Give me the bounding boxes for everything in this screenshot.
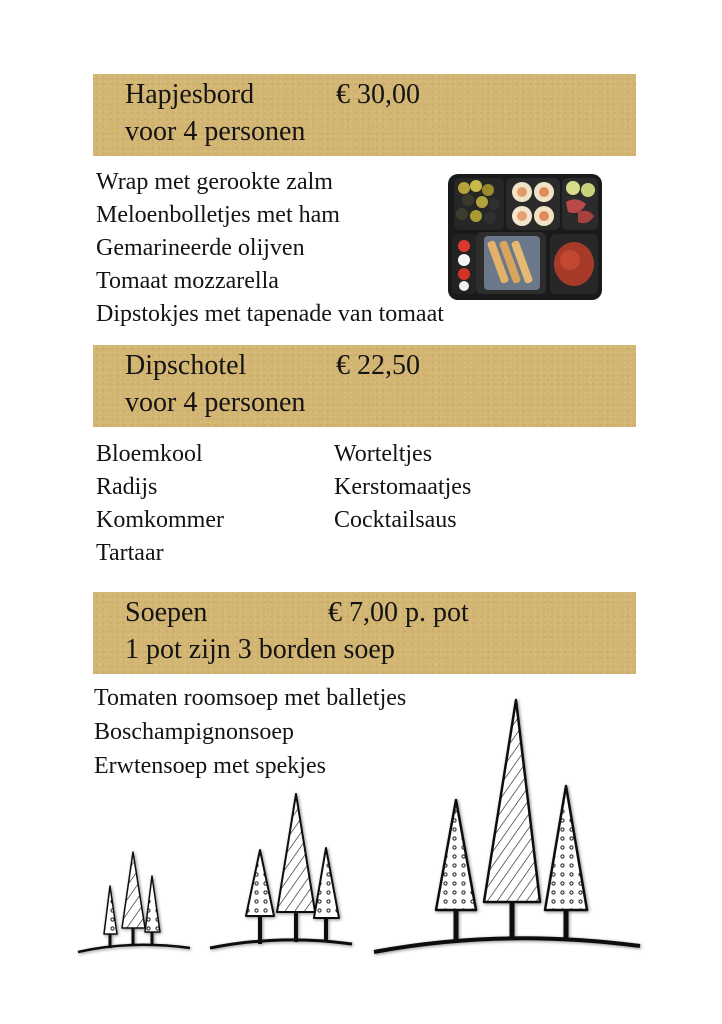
list-item: Boschampignonsoep: [94, 719, 294, 745]
section-subtitle: voor 4 personen: [125, 116, 306, 147]
list-item: Erwtensoep met spekjes: [94, 753, 326, 779]
list-item: Gemarineerde olijven: [96, 235, 305, 261]
list-item: Komkommer: [96, 507, 224, 533]
list-item: Wrap met gerookte zalm: [96, 169, 333, 195]
tree-group-small: [78, 852, 190, 952]
list-item: Worteltjes: [334, 441, 433, 467]
section-price: € 7,00 p. pot: [328, 597, 469, 628]
tapenade-compartment: [550, 234, 598, 294]
section-subtitle: voor 4 personen: [125, 387, 306, 418]
section-subtitle: 1 pot zijn 3 borden soep: [125, 634, 395, 665]
tree-group-large: [374, 700, 640, 952]
section-title: Dipschotel: [125, 350, 247, 381]
list-item: Tomaten roomsoep met balletjes: [94, 685, 407, 711]
section-banner-soepen: [93, 592, 636, 674]
list-item: Bloemkool: [96, 441, 203, 467]
list-item: Dipstokjes met tapenade van tomaat: [96, 301, 444, 327]
section-price: € 22,50: [336, 350, 420, 381]
list-item: Tartaar: [96, 540, 164, 566]
section-title: Hapjesbord: [125, 79, 255, 110]
section-banner-hapjesbord: [93, 74, 636, 156]
christmas-trees-drawing: [0, 690, 722, 970]
list-item: Cocktailsaus: [334, 507, 457, 533]
tomato-mozzarella-compartment: [452, 234, 476, 294]
section-price: € 30,00: [336, 79, 420, 110]
olives-compartment: [454, 178, 504, 230]
section-banner-dipschotel: [93, 345, 636, 427]
tree-group-medium: [210, 794, 352, 948]
dipsticks-compartment: [476, 232, 546, 294]
platter-photo: [446, 170, 604, 302]
list-item: Radijs: [96, 474, 158, 500]
wraps-compartment: [506, 178, 560, 230]
list-item: Meloenbolletjes met ham: [96, 202, 340, 228]
list-item: Kerstomaatjes: [334, 474, 472, 500]
list-item: Tomaat mozzarella: [96, 268, 279, 294]
section-title: Soepen: [125, 597, 208, 628]
melon-ham-compartment: [562, 178, 598, 230]
